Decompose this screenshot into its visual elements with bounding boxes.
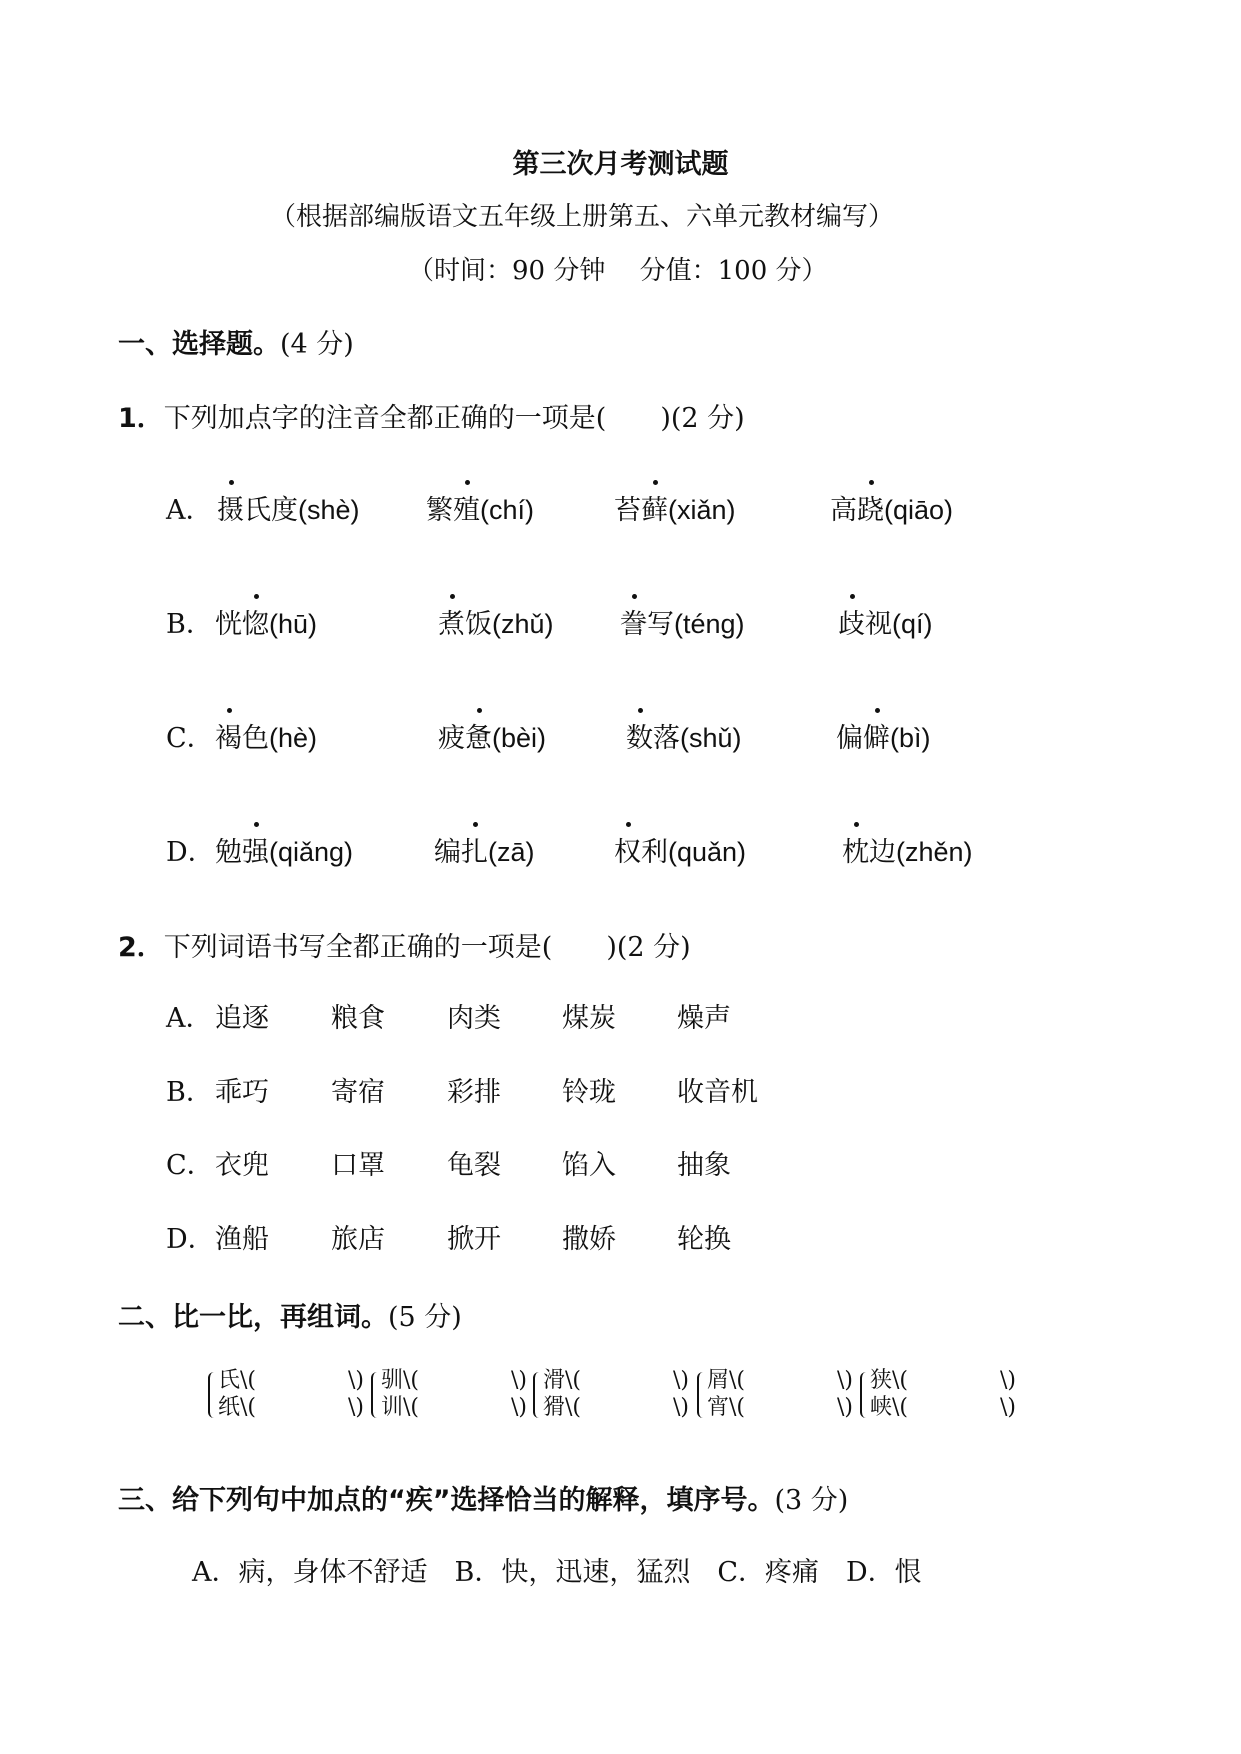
word-option: 彩排 bbox=[447, 1077, 501, 1108]
brace-icon bbox=[208, 1372, 216, 1418]
pair-top: 滑\( bbox=[543, 1368, 581, 1393]
pair-bottom-close: \) bbox=[511, 1395, 527, 1420]
word-option: 龟裂 bbox=[447, 1150, 501, 1181]
brace-icon bbox=[533, 1372, 541, 1418]
word-option: 撒娇 bbox=[562, 1224, 616, 1255]
word-char: 饭 bbox=[465, 609, 492, 640]
dotted-char: 枕 bbox=[842, 830, 869, 869]
option-label: B． bbox=[166, 609, 213, 640]
word-char: 疲 bbox=[438, 723, 465, 754]
pair-bottom-close: \) bbox=[348, 1395, 364, 1420]
brace-icon bbox=[371, 1372, 379, 1418]
dotted-char: 誊 bbox=[620, 602, 647, 641]
dotted-char: 强 bbox=[242, 830, 269, 869]
word-option: 追逐 bbox=[215, 1003, 269, 1034]
pinyin: (qiāo) bbox=[884, 495, 954, 525]
dotted-char: 褐 bbox=[215, 716, 242, 755]
word-option: 寄宿 bbox=[331, 1077, 385, 1108]
question-2: 2．下列词语书写全都正确的一项是( )(2 分) bbox=[118, 932, 691, 963]
pair-top-close: \) bbox=[1000, 1368, 1016, 1393]
pair-top-close: \) bbox=[348, 1368, 364, 1393]
pinyin: (shè) bbox=[298, 495, 360, 525]
word-char: 利 bbox=[641, 837, 668, 868]
pinyin: (xiǎn) bbox=[668, 495, 736, 525]
word-option: 掀开 bbox=[447, 1224, 501, 1255]
dotted-char: 歧 bbox=[838, 602, 865, 641]
word-option: 粮食 bbox=[331, 1003, 385, 1034]
option-label: D． bbox=[166, 837, 215, 868]
pair-bottom-close: \) bbox=[673, 1395, 689, 1420]
dotted-char: 藓 bbox=[641, 488, 668, 527]
word-char: 写 bbox=[647, 609, 674, 640]
pinyin-item bbox=[836, 716, 931, 755]
pinyin: (qí) bbox=[892, 609, 933, 639]
pinyin-item bbox=[626, 716, 742, 755]
brace-icon bbox=[697, 1372, 705, 1418]
word-char: 色 bbox=[242, 723, 269, 754]
dotted-char: 摄 bbox=[217, 488, 244, 527]
pinyin: (téng) bbox=[674, 609, 745, 639]
pair-bottom: 纸\( bbox=[218, 1395, 256, 1420]
pinyin-item bbox=[620, 602, 745, 641]
option-label: D． bbox=[166, 1224, 215, 1255]
option-label: C． bbox=[166, 723, 214, 754]
word-char: 苔 bbox=[614, 495, 641, 526]
pinyin-item bbox=[217, 488, 360, 527]
dotted-char: 扎 bbox=[461, 830, 488, 869]
pinyin-item bbox=[438, 716, 546, 755]
pinyin: (shǔ) bbox=[680, 723, 742, 753]
word-option: 铃珑 bbox=[562, 1077, 616, 1108]
word-option: 收音机 bbox=[677, 1077, 758, 1108]
pinyin: (bèi) bbox=[492, 723, 547, 753]
pinyin-item bbox=[215, 602, 317, 641]
word-char: 氏度 bbox=[244, 495, 298, 526]
pinyin: (zhǔ) bbox=[492, 609, 554, 639]
pinyin-item bbox=[838, 602, 933, 641]
dotted-char: 僻 bbox=[863, 716, 890, 755]
word-option: 渔船 bbox=[215, 1224, 269, 1255]
word-option: 口罩 bbox=[331, 1150, 385, 1181]
word-option: 乖巧 bbox=[215, 1077, 269, 1108]
pinyin-item bbox=[614, 488, 736, 527]
pinyin-item bbox=[842, 830, 973, 869]
pinyin: (zhěn) bbox=[896, 837, 973, 867]
pinyin-item bbox=[614, 830, 746, 869]
word-option: 抽象 bbox=[677, 1150, 731, 1181]
word-char: 恍 bbox=[215, 609, 242, 640]
word-char: 边 bbox=[869, 837, 896, 868]
option-label: B． bbox=[166, 1077, 213, 1108]
pinyin: (chí) bbox=[480, 495, 534, 525]
pair-top: 驯\( bbox=[381, 1368, 419, 1393]
dotted-char: 数 bbox=[626, 716, 653, 755]
word-option: 肉类 bbox=[447, 1003, 501, 1034]
question-1: 1．下列加点字的注音全都正确的一项是( )(2 分) bbox=[118, 403, 745, 434]
pinyin-item bbox=[426, 488, 534, 527]
word-option: 燥声 bbox=[677, 1003, 731, 1034]
dotted-char: 煮 bbox=[438, 602, 465, 641]
pinyin: (bì) bbox=[890, 723, 931, 753]
pair-bottom: 训\( bbox=[381, 1395, 419, 1420]
dotted-char: 惚 bbox=[242, 602, 269, 641]
dotted-char: 权 bbox=[614, 830, 641, 869]
word-option: 衣兜 bbox=[215, 1150, 269, 1181]
pair-top-close: \) bbox=[837, 1368, 853, 1393]
page-title: 第三次月考测试题 bbox=[512, 149, 729, 180]
option-label: C． bbox=[166, 1150, 214, 1181]
page-subtitle: （根据部编版语文五年级上册第五、六单元教材编写） bbox=[270, 202, 895, 232]
pinyin: (zā) bbox=[488, 837, 535, 867]
word-char: 勉 bbox=[215, 837, 242, 868]
pair-top: 氏\( bbox=[218, 1368, 256, 1393]
pair-top-close: \) bbox=[673, 1368, 689, 1393]
word-char: 繁 bbox=[426, 495, 453, 526]
pinyin-item bbox=[434, 830, 535, 869]
option-label: A． bbox=[166, 495, 213, 526]
word-char: 偏 bbox=[836, 723, 863, 754]
section-1-heading: 一、选择题。(4 分) bbox=[118, 329, 354, 360]
pinyin-item bbox=[830, 488, 953, 527]
word-char: 编 bbox=[434, 837, 461, 868]
exam-meta: （时间：90 分钟 分值：100 分） bbox=[408, 256, 828, 286]
dotted-char: 惫 bbox=[465, 716, 492, 755]
pinyin: (quǎn) bbox=[668, 837, 747, 867]
pair-bottom: 峡\( bbox=[870, 1395, 908, 1420]
dotted-char: 殖 bbox=[453, 488, 480, 527]
dotted-char: 跷 bbox=[857, 488, 884, 527]
pinyin: (hū) bbox=[269, 609, 318, 639]
pinyin-item bbox=[215, 830, 353, 869]
pinyin-item bbox=[438, 602, 554, 641]
pinyin: (qiǎng) bbox=[269, 837, 354, 867]
word-char: 高 bbox=[830, 495, 857, 526]
pair-top: 狭\( bbox=[870, 1368, 908, 1393]
section-3-heading: 三、给下列句中加点的“疾”选择恰当的解释，填序号。(3 分) bbox=[118, 1485, 849, 1516]
pair-bottom-close: \) bbox=[1000, 1395, 1016, 1420]
brace-icon bbox=[860, 1372, 868, 1418]
word-option: 轮换 bbox=[677, 1224, 731, 1255]
pair-top-close: \) bbox=[511, 1368, 527, 1393]
word-char: 落 bbox=[653, 723, 680, 754]
section-3-choices: A．病，身体不舒适 B．快，迅速，猛烈 C．疼痛 D．恨 bbox=[192, 1557, 922, 1588]
word-option: 馅入 bbox=[562, 1150, 616, 1181]
pair-bottom: 猾\( bbox=[543, 1395, 581, 1420]
option-label: A． bbox=[166, 1003, 213, 1034]
word-option: 旅店 bbox=[331, 1224, 385, 1255]
pinyin: (hè) bbox=[269, 723, 318, 753]
section-2-heading: 二、比一比，再组词。(5 分) bbox=[118, 1302, 462, 1333]
pinyin-item bbox=[215, 716, 317, 755]
pair-top: 屑\( bbox=[707, 1368, 745, 1393]
pair-bottom: 宵\( bbox=[707, 1395, 745, 1420]
word-option: 煤炭 bbox=[562, 1003, 616, 1034]
word-char: 视 bbox=[865, 609, 892, 640]
pair-bottom-close: \) bbox=[837, 1395, 853, 1420]
